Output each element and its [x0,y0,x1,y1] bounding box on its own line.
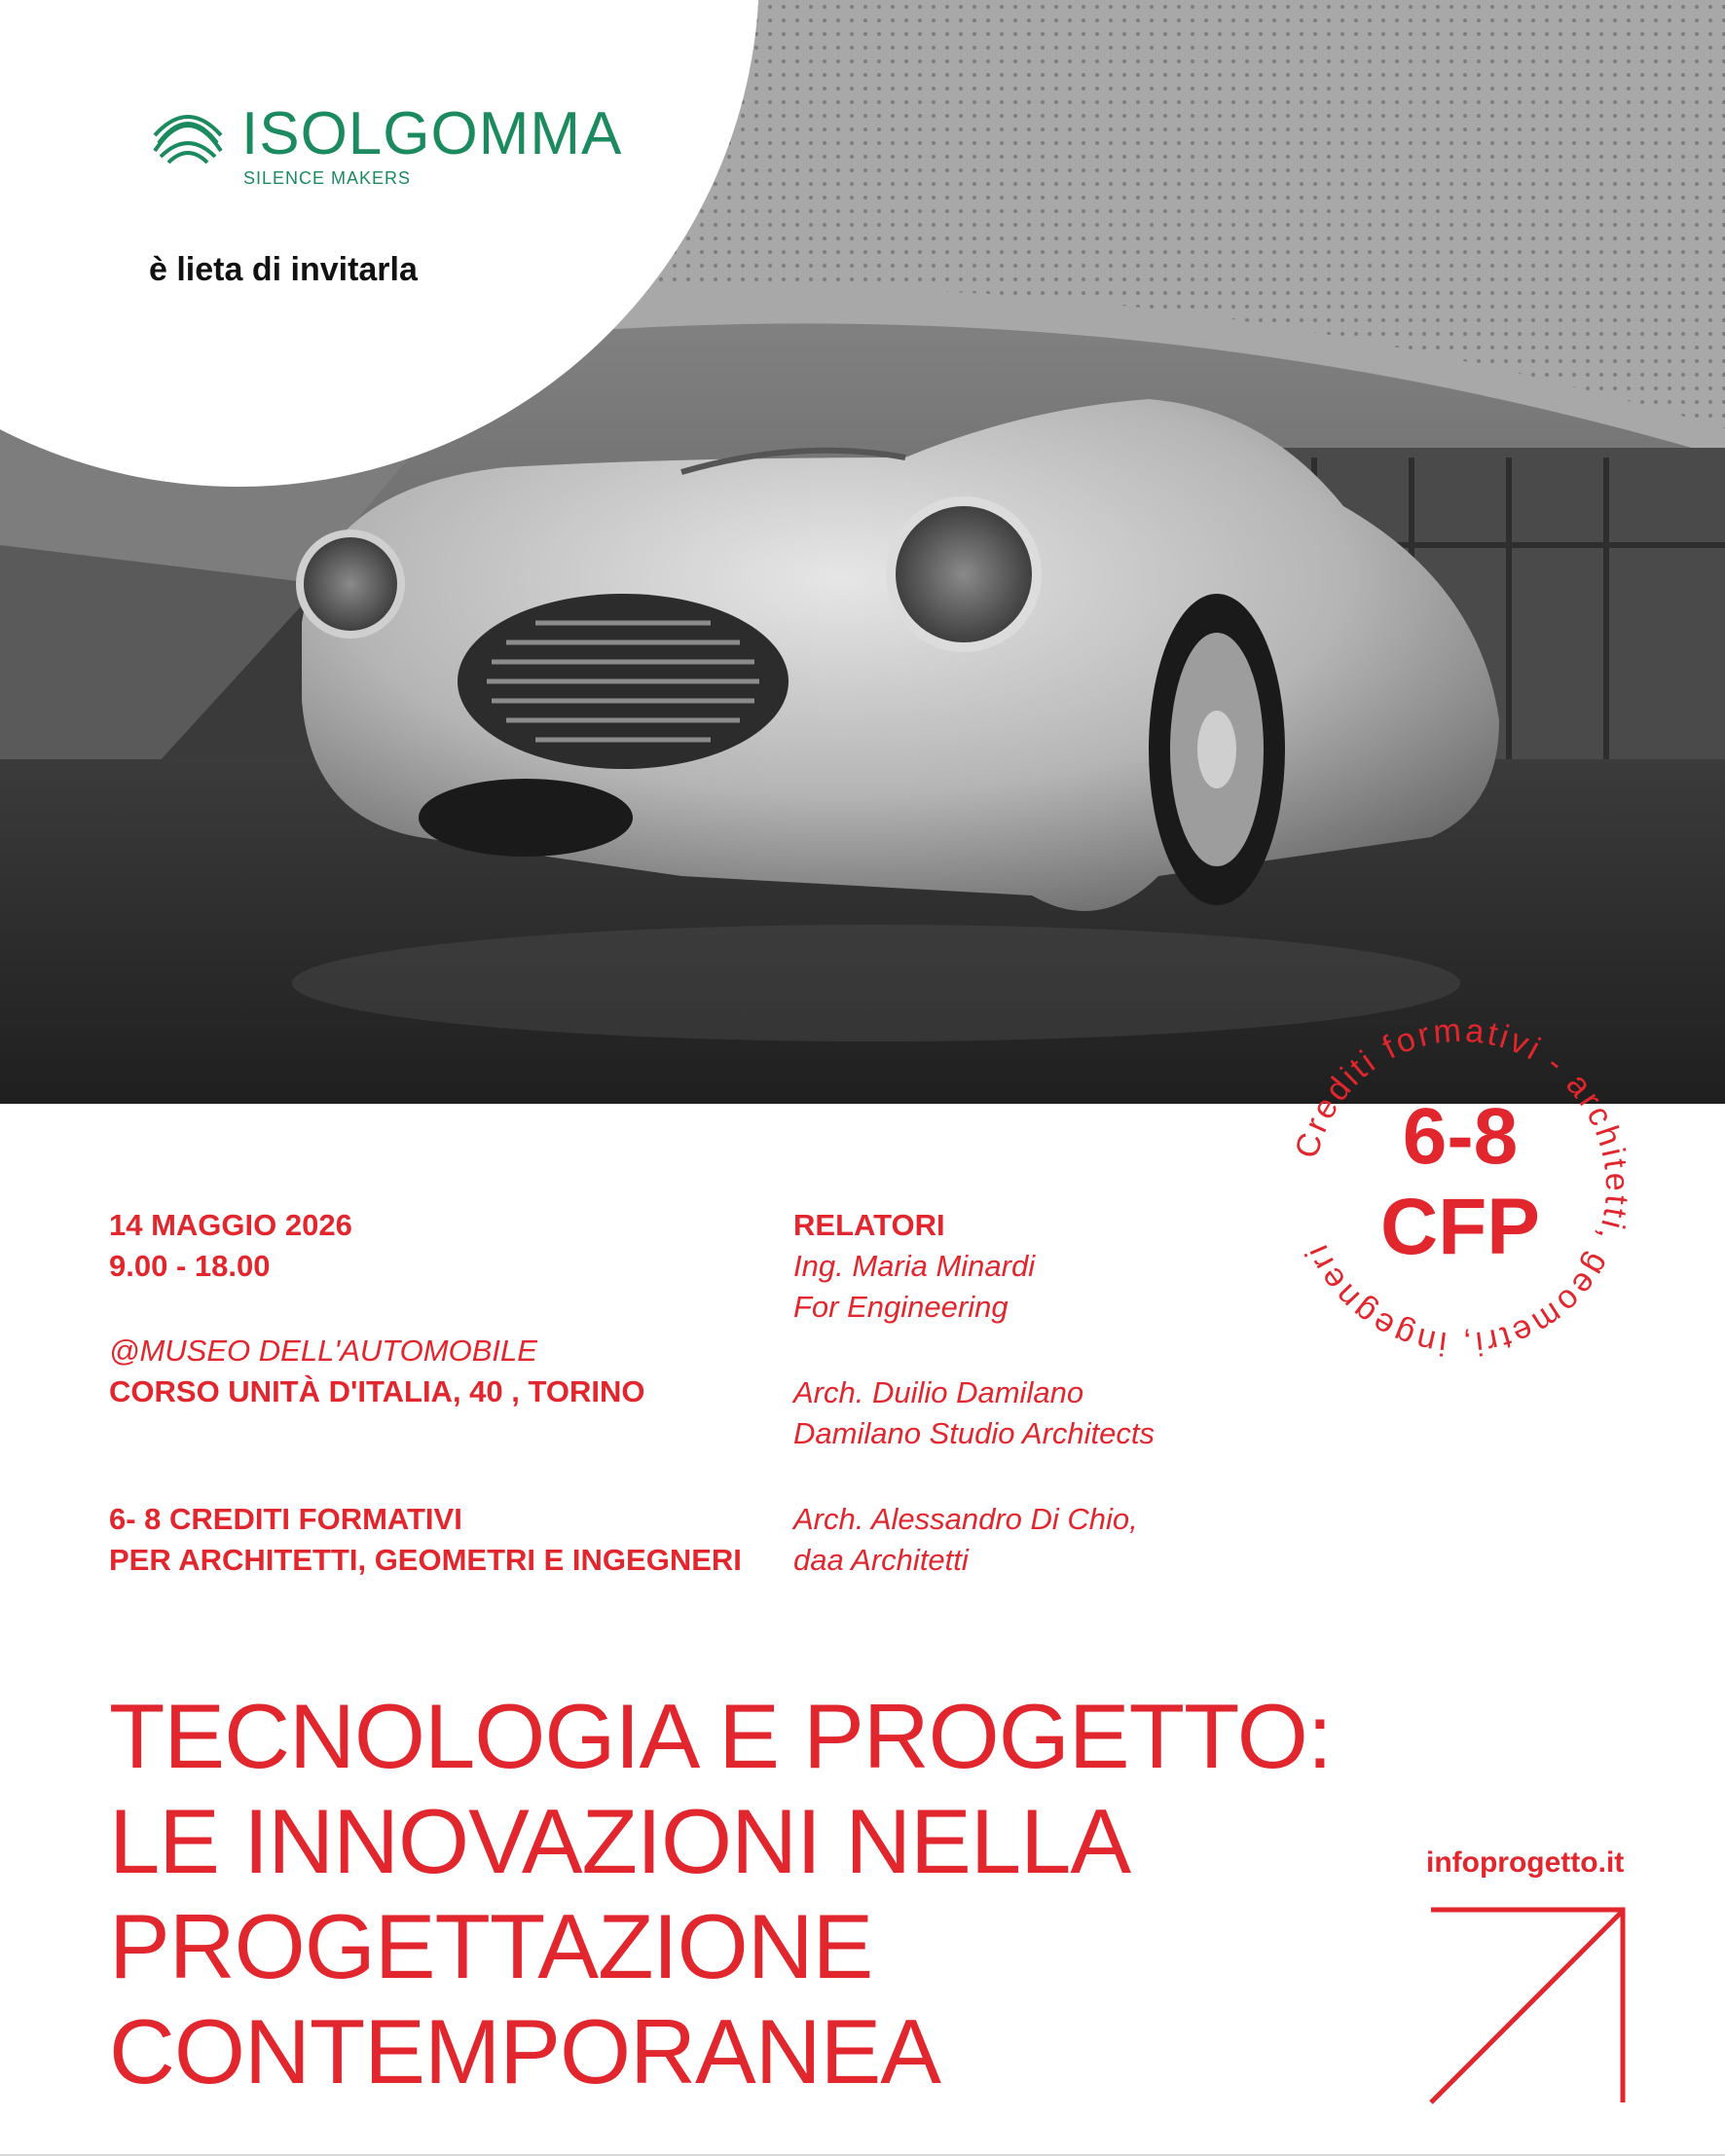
title-line-2: LE INNOVAZIONI NELLA [109,1790,1131,1892]
speaker-1-org: For Engineering [793,1290,1009,1324]
event-date: 14 MAGGIO 2026 [109,1208,352,1242]
speakers-heading: RELATORI [793,1208,945,1242]
speaker-3-org: daa Architetti [793,1543,969,1577]
event-venue [109,1331,644,1412]
credits-line2: PER ARCHITETTI, GEOMETRI E INGEGNERI [109,1543,742,1577]
website-link[interactable]: infoprogetto.it [1426,1846,1625,1879]
event-time: 9.00 - 18.00 [109,1249,271,1283]
credits-line1: 6- 8 CREDITI FORMATIVI [109,1502,462,1536]
speaker-2-org: Damilano Studio Architects [793,1416,1156,1450]
title-line-4: CONTEMPORANEA [109,2000,940,2102]
venue-address: CORSO UNITÀ D'ITALIA, 40 , TORINO [109,1374,645,1408]
event-title [109,1684,1472,2104]
speaker-2-name: Arch. Duilio Damilano [793,1375,1084,1409]
title-line-1: TECNOLOGIA E PROGETTO: [109,1685,1332,1787]
event-date-time [109,1205,352,1287]
isolgomma-logo [149,100,655,194]
speaker-2 [793,1372,1155,1454]
title-line-3: PROGETTAZIONE [109,1895,873,1997]
badge-ring-text: Crediti formativi - architetti, geometri, ingegneri [1288,1011,1636,1364]
arrow-up-right-icon [1421,1898,1635,2112]
brand-name: ISOLGOMMA [241,100,623,167]
speaker-3 [793,1499,1138,1581]
invite-text: è lieta di invitarla [149,251,418,288]
isolgomma-wave-icon [149,100,227,168]
badge-value: 6-8 [1402,1092,1519,1181]
speakers-block [793,1205,1035,1328]
brand-tagline: SILENCE MAKERS [243,168,412,188]
cfp-badge [1256,983,1665,1392]
venue-name: @MUSEO DELL'AUTOMOBILE [109,1334,537,1368]
speaker-1-name: Ing. Maria Minardi [793,1249,1036,1283]
event-credits [109,1499,742,1581]
badge-unit: CFP [1380,1183,1540,1271]
speaker-3-name: Arch. Alessandro Di Chio, [793,1502,1138,1536]
